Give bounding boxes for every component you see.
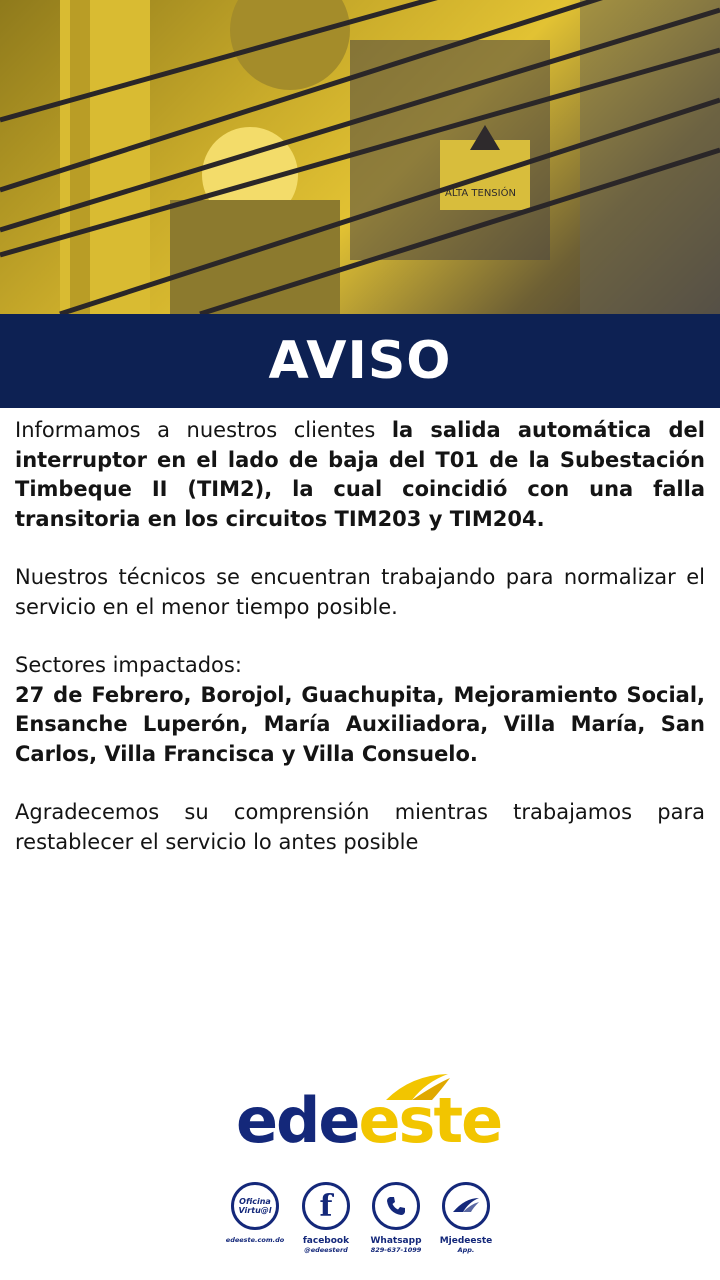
website-url: edeeste.com.do — [225, 1236, 285, 1244]
phone-icon — [383, 1193, 409, 1219]
logo-wordmark-ede: ede — [236, 1084, 359, 1157]
facebook-label: facebook — [302, 1236, 350, 1246]
notice-body — [15, 416, 705, 886]
miedeeste-sub: App. — [457, 1246, 475, 1254]
oficina-virtual-icon — [231, 1182, 279, 1230]
sectors-label: Sectores impactados: — [15, 653, 242, 677]
logo-wordmark — [236, 1086, 501, 1156]
hero-image — [0, 0, 720, 314]
notice-paragraph-sectors — [15, 651, 705, 769]
notice-paragraph-thanks: Agradecemos su comprensión mientras trabajamos para restablecer el servicio lo antes posible — [15, 800, 705, 854]
oficina-virtual-link[interactable] — [225, 1182, 285, 1244]
app-swoosh-icon — [451, 1196, 481, 1216]
oficina-icon-text-2: Virtu@l — [238, 1206, 272, 1215]
miedeeste-label: Mjedeeste — [439, 1236, 493, 1246]
facebook-glyph: f — [319, 1188, 333, 1224]
intro-bold-text: la salida automática del interruptor en el lado de baja del T01 de la Subestación Timbeque II (TIM2), la cual coincidió con una falla transitoria en los circuitos TIM203 y TIM204. — [15, 418, 705, 531]
intro-plain-text: Informamos a nuestros clientes — [15, 418, 392, 442]
whatsapp-link[interactable] — [366, 1182, 426, 1254]
notice-paragraph-technicians: Nuestros técnicos se encuentran trabajando para normalizar el servicio en el menor tiempo posible. — [15, 565, 705, 619]
facebook-handle: @edeesterd — [304, 1246, 348, 1254]
edeeste-logo — [236, 1074, 502, 1157]
whatsapp-icon — [372, 1182, 420, 1230]
sectors-list: 27 de Febrero, Borojol, Guachupita, Mejoramiento Social, Ensanche Luperón, María Auxiliadora, Villa María, San Carlos, Villa Francisca y Villa Consuelo. — [15, 682, 705, 766]
page-title: AVISO — [268, 331, 452, 391]
notice-paragraph-intro — [15, 416, 705, 534]
facebook-icon — [302, 1182, 350, 1230]
whatsapp-number: 829-637-1099 — [370, 1246, 422, 1254]
miedeeste-app-link[interactable] — [436, 1182, 496, 1254]
whatsapp-label: Whatsapp — [370, 1236, 422, 1246]
facebook-link[interactable] — [296, 1182, 356, 1254]
hero-illustration — [0, 0, 720, 314]
oficina-icon-text-1: Oficina — [239, 1197, 271, 1206]
logo-wordmark-este: este — [358, 1084, 502, 1157]
hero-sign-text: ALTA TENSIÓN — [445, 188, 516, 199]
miedeeste-app-icon — [442, 1182, 490, 1230]
title-banner — [0, 314, 720, 408]
